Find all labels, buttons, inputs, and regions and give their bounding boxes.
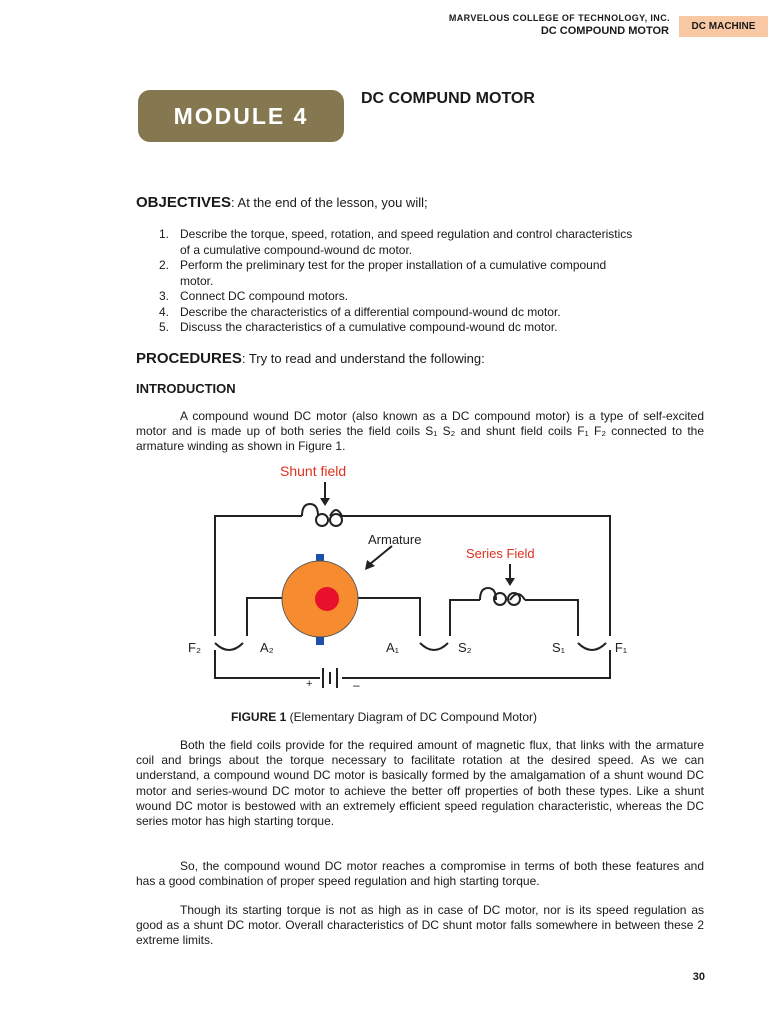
body-paragraph-text: Though its starting torque is not as high as in case of DC motor, nor is its speed regulation as good as a shunt DC motor. Overall characteristics of DC shunt motor falls somewhere in between these 2 extreme limits. bbox=[136, 903, 704, 948]
series-arrow-head bbox=[505, 578, 515, 586]
terminal-f1-label: F₁ bbox=[614, 640, 628, 655]
header-badge: DC MACHINE bbox=[679, 16, 768, 37]
module-title: DC COMPUND MOTOR bbox=[361, 90, 535, 107]
objective-item bbox=[136, 274, 711, 290]
objective-number: 4. bbox=[159, 304, 170, 319]
figure-caption bbox=[0, 710, 768, 724]
shunt-coil bbox=[302, 504, 318, 516]
body-paragraph bbox=[136, 738, 704, 829]
body-paragraph bbox=[136, 859, 704, 889]
body-paragraph-text: So, the compound wound DC motor reaches a compromise in terms of both these features and has a good combination of proper speed regulation and high starting torque. bbox=[136, 859, 704, 889]
objectives-list bbox=[136, 227, 711, 336]
armature-arrow bbox=[370, 546, 392, 564]
objective-item bbox=[136, 305, 711, 321]
objective-number: 1. bbox=[159, 227, 170, 241]
header-title: DC COMPOUND MOTOR bbox=[540, 25, 669, 37]
armature-wire bbox=[247, 598, 282, 636]
objective-item bbox=[136, 227, 711, 243]
shunt-field-label: Shunt field bbox=[280, 463, 347, 479]
college-name: MARVELOUS COLLEGE OF TECHNOLOGY, INC. bbox=[448, 13, 670, 23]
battery-minus-label: – bbox=[353, 678, 360, 692]
circuit-wire bbox=[342, 650, 610, 678]
module-badge: MODULE 4 bbox=[138, 90, 344, 142]
objective-number: 2. bbox=[159, 258, 170, 272]
body-paragraph bbox=[136, 903, 704, 949]
objectives-line bbox=[136, 194, 428, 211]
objective-text: Perform the preliminary test for the proper installation of a cumulative compound bbox=[180, 258, 607, 272]
series-wire bbox=[450, 600, 480, 636]
procedures-heading: PROCEDURES bbox=[136, 350, 242, 367]
shunt-coil-loop bbox=[330, 514, 342, 526]
battery-plus-label: + bbox=[306, 678, 313, 690]
terminal-f2-label: F₂ bbox=[188, 640, 201, 655]
terminal-loop bbox=[420, 643, 448, 650]
armature-commutator bbox=[315, 587, 339, 611]
objective-text: Connect DC compound motors. bbox=[180, 289, 349, 303]
terminal-a1-label: A₁ bbox=[386, 640, 400, 655]
terminal-loop bbox=[578, 643, 606, 650]
objective-item bbox=[136, 258, 711, 274]
objective-text: motor. bbox=[180, 273, 214, 288]
terminal-loop bbox=[215, 643, 243, 650]
objective-text: Discuss the characteristics of a cumulative compound-wound dc motor. bbox=[180, 320, 558, 334]
procedures-text: : Try to read and understand the following: bbox=[241, 351, 485, 366]
shunt-arrow-head bbox=[320, 498, 330, 506]
objective-number bbox=[136, 274, 180, 290]
series-field-label: Series Field bbox=[466, 546, 535, 561]
objective-text: Describe the characteristics of a differential compound-wound dc motor. bbox=[180, 304, 561, 319]
armature-wire bbox=[358, 598, 420, 636]
terminal-s2-label: S₂ bbox=[458, 640, 472, 655]
armature-label: Armature bbox=[368, 532, 422, 547]
objective-number bbox=[136, 243, 180, 259]
objective-text: of a cumulative compound-wound dc motor. bbox=[180, 242, 413, 257]
objective-number: 5. bbox=[159, 320, 170, 334]
figure-1-diagram bbox=[180, 458, 630, 698]
shunt-coil-loop bbox=[316, 514, 328, 526]
objectives-intro: : At the end of the lesson, you will; bbox=[231, 195, 428, 210]
objective-item bbox=[136, 320, 711, 336]
figure-caption-label: FIGURE 1 bbox=[230, 710, 287, 724]
introduction-heading: INTRODUCTION bbox=[136, 381, 236, 396]
objective-item bbox=[136, 243, 711, 259]
body-paragraph-text: Both the field coils provide for the required amount of magnetic flux, that links with the armature coil and brings about the torque necessary to facilitate rotation at the desired speed. As we can understand, a compound wound DC motor is basically formed by the amalgamation of a shunt wound DC motor and series-wound DC motor to achieve the better off properties of both these types. Like a shunt wound DC motor is bestowed with an extremely efficient speed regulation characteristic, whereas the DC series motor has high starting torque. bbox=[136, 738, 704, 829]
terminal-s1-label: S₁ bbox=[552, 640, 566, 655]
procedures-line bbox=[136, 350, 485, 367]
objective-number: 3. bbox=[159, 289, 170, 303]
objective-text: Describe the torque, speed, rotation, and speed regulation and control characteristics bbox=[180, 227, 633, 241]
series-coil bbox=[510, 594, 525, 600]
series-wire bbox=[525, 600, 578, 636]
intro-paragraph-text: A compound wound DC motor (also known as a DC compound motor) is a type of self-excited motor and is made up of both series the field coils S₁ S₂ and shunt field coils F₁ F₂ connected to the armature winding as shown in Figure 1. bbox=[136, 409, 704, 454]
terminal-a2-label: A₂ bbox=[260, 640, 274, 655]
objective-item bbox=[136, 289, 711, 305]
objectives-heading: OBJECTIVES bbox=[136, 194, 232, 211]
page-number: 30 bbox=[692, 971, 705, 983]
intro-paragraph bbox=[136, 409, 704, 455]
figure-caption-text: (Elementary Diagram of DC Compound Motor) bbox=[286, 710, 538, 724]
